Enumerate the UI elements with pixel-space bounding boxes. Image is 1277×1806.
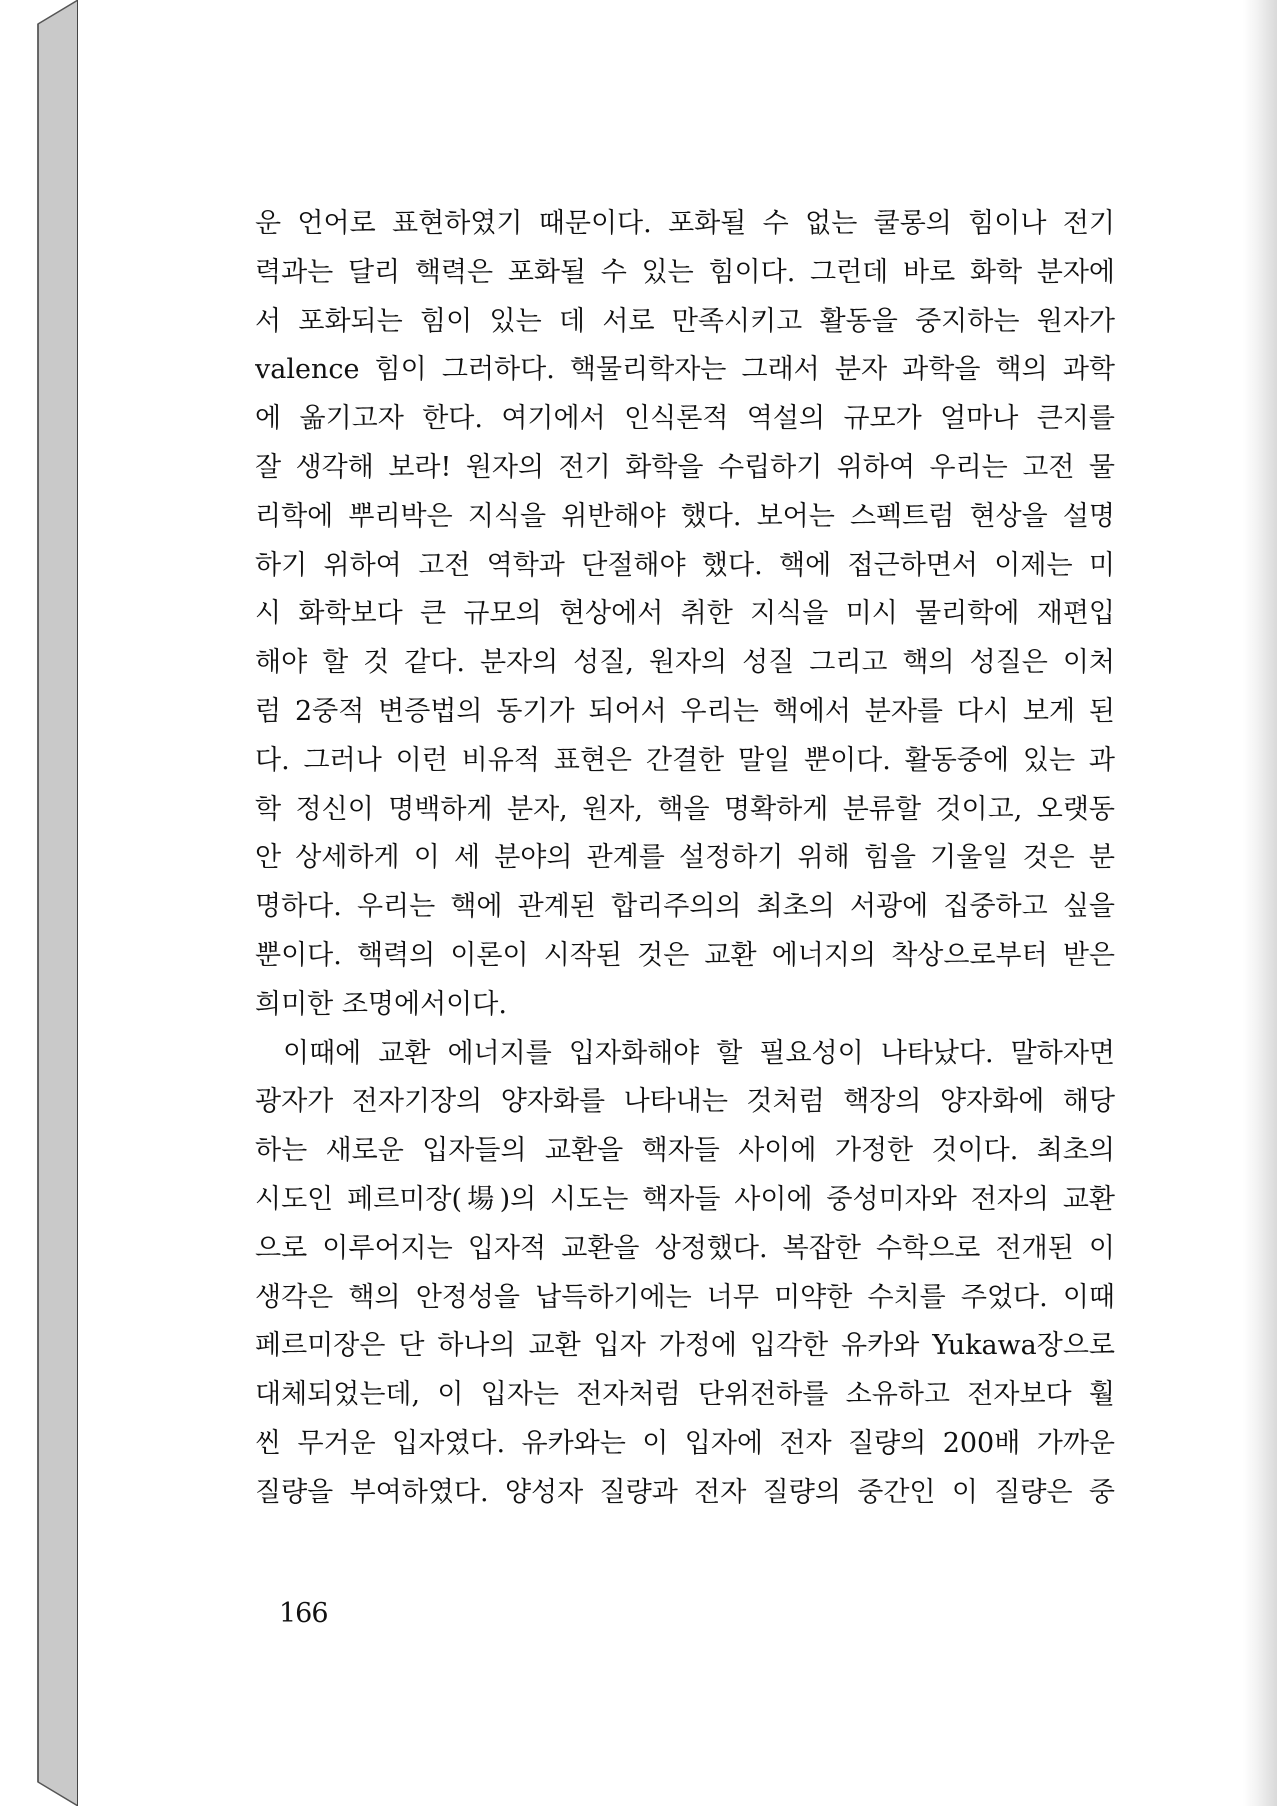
text-line: 광자가 전자기장의 양자화를 나타내는 것처럼 핵장의 양자화에 해당 <box>255 1086 1115 1118</box>
text-line: 력과는 달리 핵력은 포화될 수 있는 힘이다. 그런데 바로 화학 분자에 <box>255 256 1115 288</box>
body-text <box>255 200 1115 1518</box>
text-line: 학 정신이 명백하게 분자, 원자, 핵을 명확하게 분류할 것이고, 오랫동 <box>255 793 1115 825</box>
text-line: 에 옮기고자 한다. 여기에서 인식론적 역설의 규모가 얼마나 큰지를 <box>255 403 1115 435</box>
text-line: 시도인 페르미장(場)의 시도는 핵자들 사이에 중성미자와 전자의 교환 <box>255 1183 1115 1215</box>
text-line: 하는 새로운 입자들의 교환을 핵자들 사이에 가정한 것이다. 최초의 <box>255 1135 1115 1167</box>
text-line: 럼 2중적 변증법의 동기가 되어서 우리는 핵에서 분자를 다시 보게 된 <box>255 695 1115 727</box>
text-line: valence 힘이 그러하다. 핵물리학자는 그래서 분자 과학을 핵의 과학 <box>255 354 1115 386</box>
text-line: 하기 위하여 고전 역학과 단절해야 했다. 핵에 접근하면서 이제는 미 <box>255 549 1115 581</box>
paragraph-1 <box>255 200 1115 1030</box>
text-line: 질량을 부여하였다. 양성자 질량과 전자 질량의 중간인 이 질량은 중 <box>255 1476 1115 1508</box>
text-line: 잘 생각해 보라! 원자의 전기 화학을 수립하기 위하여 우리는 고전 물 <box>255 451 1115 483</box>
text-line: 해야 할 것 같다. 분자의 성질, 원자의 성질 그리고 핵의 성질은 이처 <box>255 647 1115 679</box>
page-number: 166 <box>279 1598 328 1629</box>
text-line: 운 언어로 표현하였기 때문이다. 포화될 수 없는 쿨롱의 힘이나 전기 <box>255 208 1115 239</box>
text-line: 이때에 교환 에너지를 입자화해야 할 필요성이 나타났다. 말하자면 <box>283 1037 1115 1069</box>
text-line: 씬 무거운 입자였다. 유카와는 이 입자에 전자 질량의 200배 가까운 <box>255 1427 1115 1459</box>
text-line: 안 상세하게 이 세 분야의 관계를 설정하기 위해 힘을 기울일 것은 분 <box>255 842 1115 874</box>
text-line: 시 화학보다 큰 규모의 현상에서 취한 지식을 미시 물리학에 재편입 <box>255 598 1115 630</box>
text-line: 희미한 조명에서이다. <box>255 988 507 1020</box>
text-line: 생각은 핵의 안정성을 납득하기에는 너무 미약한 수치를 주었다. 이때 <box>255 1281 1115 1313</box>
page-right-shadow <box>1243 0 1277 1806</box>
text-line: 대체되었는데, 이 입자는 전자처럼 단위전하를 소유하고 전자보다 훨 <box>255 1379 1115 1411</box>
text-line: 페르미장은 단 하나의 교환 입자 가정에 입각한 유카와 Yukawa장으로 <box>255 1330 1115 1362</box>
text-line: 다. 그러나 이런 비유적 표현은 간결한 말일 뿐이다. 활동중에 있는 과 <box>255 744 1115 776</box>
text-line: 리학에 뿌리박은 지식을 위반해야 했다. 보어는 스펙트럼 현상을 설명 <box>255 500 1115 532</box>
paragraph-2 <box>255 1030 1115 1518</box>
text-line: 뿐이다. 핵력의 이론이 시작된 것은 교환 에너지의 착상으로부터 받은 <box>255 939 1115 971</box>
text-line: 명하다. 우리는 핵에 관계된 합리주의의 최초의 서광에 집중하고 싶을 <box>255 891 1115 923</box>
text-line: 서 포화되는 힘이 있는 데 서로 만족시키고 활동을 중지하는 원자가 <box>255 305 1115 337</box>
text-line: 으로 이루어지는 입자적 교환을 상정했다. 복잡한 수학으로 전개된 이 <box>255 1232 1115 1264</box>
